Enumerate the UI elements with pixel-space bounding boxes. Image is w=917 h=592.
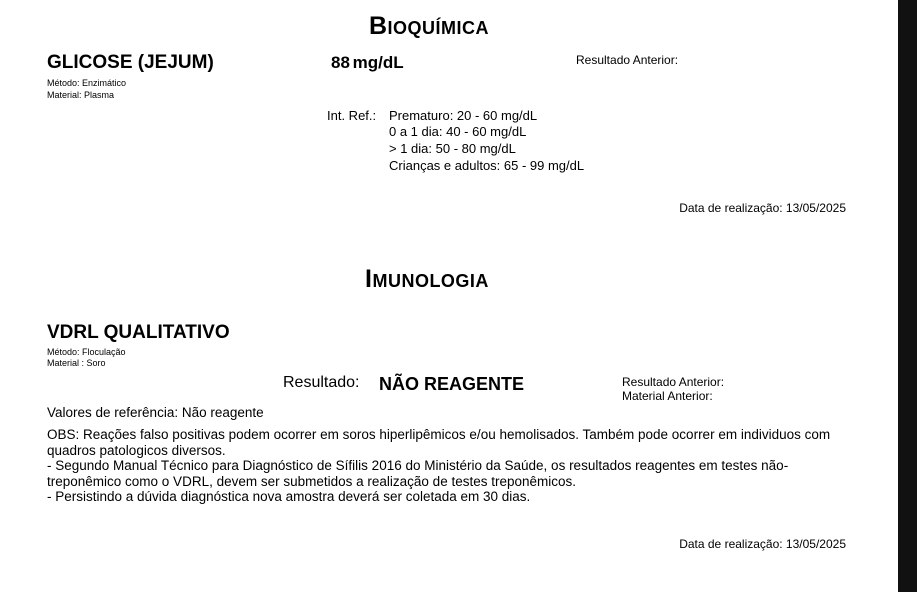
exam-method: Método: Enzimático bbox=[47, 78, 127, 88]
obs-paragraph: - Segundo Manual Técnico para Diagnóstico de Sífilis 2016 do Ministério da Saúde, os resultados reagentes em testes não-treponêmico como o VDRL, devem ser submetidos a realização de testes treponêmicos. bbox=[47, 458, 789, 489]
previous-material-label: Material Anterior: bbox=[622, 389, 713, 403]
observations bbox=[47, 427, 847, 505]
exam-method: Método: Floculação bbox=[47, 347, 126, 357]
result-unit: mg/dL bbox=[352, 53, 404, 72]
section-title-imunologia: Imunologia bbox=[365, 265, 489, 293]
result-value: NÃO REAGENTE bbox=[379, 374, 525, 394]
ref-line-mais-1-dia: > 1 dia: 50 - 80 mg/dL bbox=[389, 141, 516, 156]
exam-name-glicose: GLICOSE (JEJUM) bbox=[47, 52, 214, 73]
glicose-result bbox=[331, 53, 404, 73]
previous-result-label: Resultado Anterior: bbox=[622, 375, 725, 389]
obs-paragraph: OBS: Reações falso positivas podem ocorrer em soros hiperlipêmicos e/ou hemolisados. Também pode ocorrer em individuos com quadros patologicos diversos. bbox=[47, 427, 831, 458]
ref-label: Int. Ref.: bbox=[327, 108, 377, 123]
exam-material: Material: Plasma bbox=[47, 90, 115, 100]
obs-paragraph: - Persistindo a dúvida diagnóstica nova amostra deverá ser coletada em 30 dias. bbox=[47, 489, 531, 504]
result-value: 88 bbox=[331, 53, 350, 72]
reference-values: Valores de referência: Não reagente bbox=[47, 405, 264, 420]
previous-result-label: Resultado Anterior: bbox=[576, 53, 679, 67]
exam-name-vdrl: VDRL QUALITATIVO bbox=[47, 322, 230, 343]
ref-line-prematuro: Prematuro: 20 - 60 mg/dL bbox=[389, 108, 538, 123]
section-title-bioquimica: Bioquímica bbox=[369, 12, 490, 40]
ref-line-adultos: Crianças e adultos: 65 - 99 mg/dL bbox=[389, 158, 585, 173]
exam-material: Material : Soro bbox=[47, 358, 106, 368]
result-label: Resultado: bbox=[283, 374, 360, 391]
viewer-edge bbox=[898, 0, 917, 592]
date-realizacao-bioquimica: Data de realização: 13/05/2025 bbox=[679, 201, 846, 215]
ref-line-0-1-dia: 0 a 1 dia: 40 - 60 mg/dL bbox=[389, 124, 527, 139]
date-realizacao-imunologia: Data de realização: 13/05/2025 bbox=[679, 537, 846, 551]
